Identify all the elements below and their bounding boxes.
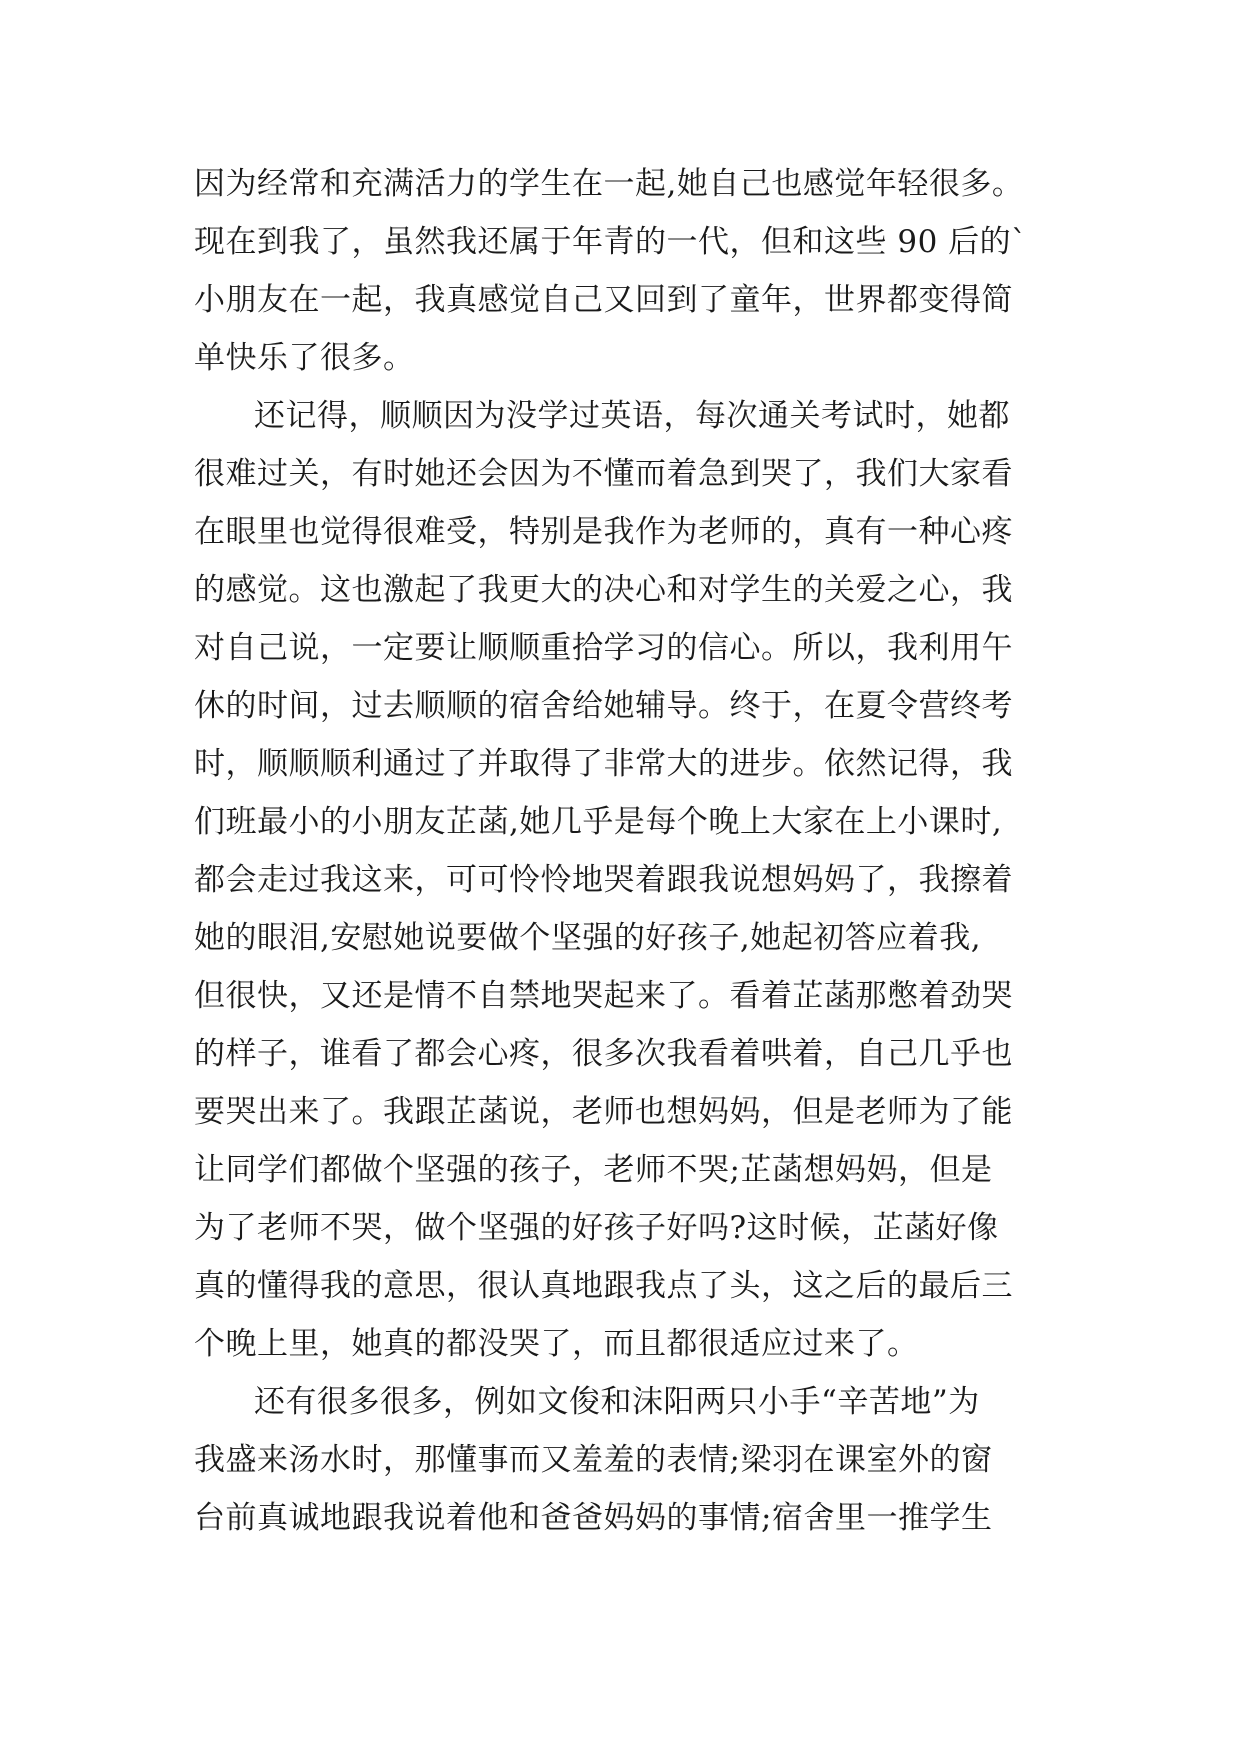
text-line: 对自己说，一定要让顺顺重拾学习的信心。所以，我利用午 (194, 630, 1013, 666)
text-line: 时，顺顺顺利通过了并取得了非常大的进步。依然记得，我 (194, 746, 1013, 782)
text-line: 真的懂得我的意思，很认真地跟我点了头，这之后的最后三 (194, 1268, 1013, 1304)
text-line: 我盛来汤水时，那懂事而又羞羞的表情;梁羽在课室外的窗 (194, 1442, 993, 1478)
text-line: 她的眼泪,安慰她说要做个坚强的好孩子,她起初答应着我, (194, 920, 982, 956)
text-line: 的样子，谁看了都会心疼，很多次我看着哄着，自己几乎也 (194, 1036, 1013, 1072)
text-line: 小朋友在一起，我真感觉自己又回到了童年，世界都变得简 (194, 282, 1013, 318)
text-line: 让同学们都做个坚强的孩子，老师不哭;芷菡想妈妈，但是 (194, 1152, 993, 1188)
text-line: 在眼里也觉得很难受，特别是我作为老师的，真有一种心疼 (194, 514, 1013, 550)
text-line: 台前真诚地跟我说着他和爸爸妈妈的事情;宿舍里一推学生 (194, 1500, 993, 1536)
text-line: 的感觉。这也激起了我更大的决心和对学生的关爱之心，我 (194, 572, 1013, 608)
text-line: 现在到我了，虽然我还属于年青的一代，但和这些 90 后的` (194, 224, 1028, 260)
text-line: 要哭出来了。我跟芷菡说，老师也想妈妈，但是老师为了能 (194, 1094, 1013, 1130)
text-line: 们班最小的小朋友芷菡,她几乎是每个晚上大家在上小课时, (194, 804, 1003, 840)
paragraph-first-line: 还记得，顺顺因为没学过英语，每次通关考试时，她都 (254, 398, 1010, 434)
text-line: 因为经常和充满活力的学生在一起,她自己也感觉年轻很多。 (194, 166, 1024, 202)
text-line: 为了老师不哭，做个坚强的好孩子好吗?这时候，芷菡好像 (194, 1210, 999, 1246)
text-line: 单快乐了很多。 (194, 340, 415, 376)
text-line: 但很快，又还是情不自禁地哭起来了。看着芷菡那憋着劲哭 (194, 978, 1013, 1014)
paragraph-first-line: 还有很多很多，例如文俊和沫阳两只小手“辛苦地”为 (254, 1384, 980, 1420)
text-line: 很难过关，有时她还会因为不懂而着急到哭了，我们大家看 (194, 456, 1013, 492)
text-line: 都会走过我这来，可可怜怜地哭着跟我说想妈妈了，我擦着 (194, 862, 1013, 898)
text-line: 个晚上里，她真的都没哭了，而且都很适应过来了。 (194, 1326, 919, 1362)
text-line: 休的时间，过去顺顺的宿舍给她辅导。终于，在夏令营终考 (194, 688, 1013, 724)
